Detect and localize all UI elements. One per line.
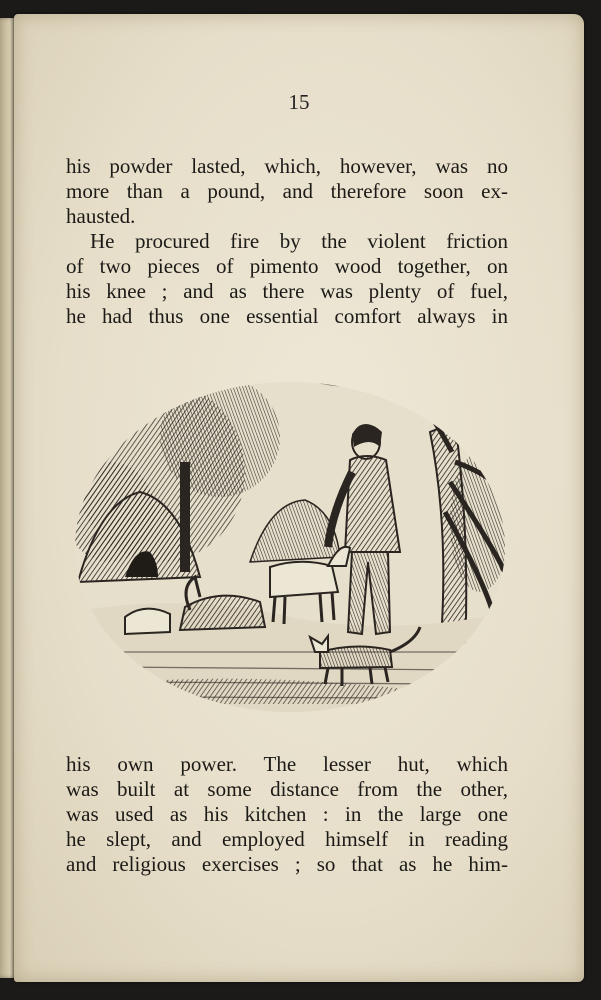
text-line: his own power. The lesser hut, which xyxy=(66,752,508,776)
text-line: He procured fire by the violent friction xyxy=(90,229,508,253)
text-line: his powder lasted, which, however, was no xyxy=(66,154,508,178)
text-line: more than a pound, and therefore soon ex- xyxy=(66,179,508,203)
text-line: was used as his kitchen : in the large one xyxy=(66,802,508,826)
text-line: he had thus one essential comfort always in xyxy=(66,304,508,328)
top-paragraphs xyxy=(66,154,508,329)
text-line: and religious exercises ; so that as he him- xyxy=(66,852,508,876)
text-line: hausted. xyxy=(66,204,136,228)
bottom-paragraph xyxy=(66,752,508,877)
woodcut-illustration xyxy=(70,352,510,714)
page-number: 15 xyxy=(288,90,310,114)
text-line: he slept, and employed himself in reading xyxy=(66,827,508,851)
text-line: his knee ; and as there was plenty of fuel, xyxy=(66,279,508,303)
text-line: of two pieces of pimento wood together, on xyxy=(66,254,508,278)
cat-lying xyxy=(125,609,170,634)
book-page xyxy=(14,14,584,982)
text-line: was built at some distance from the other, xyxy=(66,777,508,801)
